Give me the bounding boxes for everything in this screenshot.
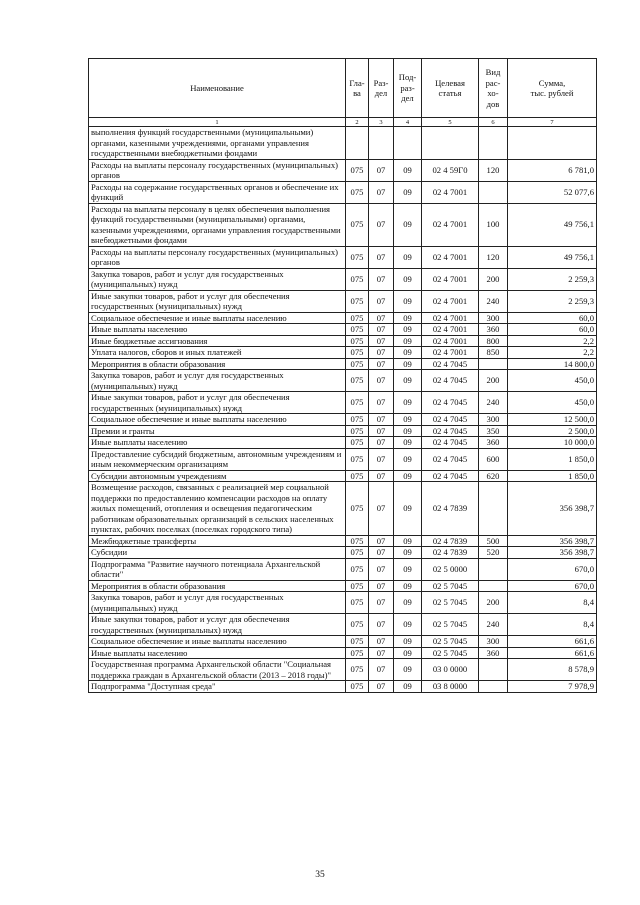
- row-podrazdel: 09: [394, 470, 422, 482]
- row-sum: 6 781,0: [508, 159, 597, 181]
- row-glava: 075: [346, 290, 369, 312]
- row-sum: [508, 127, 597, 160]
- row-name: Мероприятия в области образования: [89, 580, 346, 592]
- row-target-article: 02 4 7839: [422, 547, 479, 559]
- column-number: 3: [369, 118, 394, 127]
- header-target-article: Целевая статья: [422, 59, 479, 118]
- row-razdel: 07: [369, 290, 394, 312]
- row-expense-type: [479, 358, 508, 370]
- row-razdel: 07: [369, 392, 394, 414]
- row-razdel: 07: [369, 580, 394, 592]
- row-target-article: 02 4 7045: [422, 437, 479, 449]
- row-target-article: 02 4 7045: [422, 358, 479, 370]
- table-row: [89, 324, 597, 336]
- row-expense-type: [479, 482, 508, 536]
- row-glava: 075: [346, 392, 369, 414]
- row-razdel: 07: [369, 324, 394, 336]
- row-target-article: 02 4 7839: [422, 482, 479, 536]
- row-podrazdel: 09: [394, 181, 422, 203]
- row-razdel: 07: [369, 203, 394, 246]
- row-target-article: 02 4 7001: [422, 347, 479, 359]
- row-glava: 075: [346, 558, 369, 580]
- row-name: Подпрограмма "Доступная среда": [89, 681, 346, 693]
- row-target-article: 02 4 7045: [422, 425, 479, 437]
- row-name: Иные закупки товаров, работ и услуг для обеспечения государственных (муниципальных) нужд: [89, 614, 346, 636]
- row-expense-type: 240: [479, 392, 508, 414]
- row-razdel: 07: [369, 358, 394, 370]
- row-name: Закупка товаров, работ и услуг для государственных (муниципальных) нужд: [89, 592, 346, 614]
- row-sum: 8,4: [508, 614, 597, 636]
- row-expense-type: [479, 659, 508, 681]
- table-row: [89, 370, 597, 392]
- row-sum: 1 850,0: [508, 470, 597, 482]
- row-glava: 075: [346, 425, 369, 437]
- row-target-article: 02 5 7045: [422, 580, 479, 592]
- row-name: Мероприятия в области образования: [89, 358, 346, 370]
- table-row: [89, 636, 597, 648]
- row-sum: 356 398,7: [508, 547, 597, 559]
- table-header-row: [89, 59, 597, 118]
- row-target-article: 02 4 59Г0: [422, 159, 479, 181]
- column-number: 4: [394, 118, 422, 127]
- header-podrazdel: Под- раз- дел: [394, 59, 422, 118]
- row-podrazdel: 09: [394, 203, 422, 246]
- row-glava: 075: [346, 470, 369, 482]
- row-razdel: 07: [369, 592, 394, 614]
- table-row: [89, 203, 597, 246]
- table-row: [89, 482, 597, 536]
- row-expense-type: 300: [479, 312, 508, 324]
- row-sum: 10 000,0: [508, 437, 597, 449]
- column-number: 2: [346, 118, 369, 127]
- header-glava: Гла- ва: [346, 59, 369, 118]
- row-podrazdel: 09: [394, 448, 422, 470]
- header-sum: Сумма, тыс. рублей: [508, 59, 597, 118]
- row-razdel: 07: [369, 448, 394, 470]
- table-row: [89, 681, 597, 693]
- row-name: Иные закупки товаров, работ и услуг для обеспечения государственных (муниципальных) нужд: [89, 392, 346, 414]
- table-row: [89, 437, 597, 449]
- row-expense-type: 800: [479, 335, 508, 347]
- row-sum: 8 578,9: [508, 659, 597, 681]
- row-razdel: 07: [369, 482, 394, 536]
- row-name: Закупка товаров, работ и услуг для государственных (муниципальных) нужд: [89, 370, 346, 392]
- row-name: Субсидии: [89, 547, 346, 559]
- budget-table: [88, 58, 597, 693]
- row-sum: 60,0: [508, 324, 597, 336]
- row-sum: 450,0: [508, 392, 597, 414]
- row-target-article: 03 8 0000: [422, 681, 479, 693]
- row-razdel: 07: [369, 681, 394, 693]
- row-podrazdel: 09: [394, 580, 422, 592]
- row-expense-type: 240: [479, 614, 508, 636]
- header-razdel: Раз- дел: [369, 59, 394, 118]
- row-name: Премии и гранты: [89, 425, 346, 437]
- row-glava: 075: [346, 268, 369, 290]
- row-expense-type: 200: [479, 592, 508, 614]
- row-target-article: 02 5 7045: [422, 636, 479, 648]
- table-row: [89, 547, 597, 559]
- row-target-article: 02 5 7045: [422, 592, 479, 614]
- row-razdel: 07: [369, 312, 394, 324]
- row-target-article: 02 4 7001: [422, 203, 479, 246]
- row-target-article: 02 4 7001: [422, 324, 479, 336]
- table-row: [89, 358, 597, 370]
- header-name: Наименование: [89, 59, 346, 118]
- row-sum: 661,6: [508, 636, 597, 648]
- row-glava: 075: [346, 324, 369, 336]
- table-row: [89, 535, 597, 547]
- row-expense-type: 850: [479, 347, 508, 359]
- row-expense-type: 100: [479, 203, 508, 246]
- row-expense-type: 360: [479, 324, 508, 336]
- row-glava: 075: [346, 659, 369, 681]
- row-name: Предоставление субсидий бюджетным, автономным учреждениям и иным некоммерческим организациям: [89, 448, 346, 470]
- table-row: [89, 181, 597, 203]
- row-glava: 075: [346, 203, 369, 246]
- row-podrazdel: 09: [394, 614, 422, 636]
- table-row: [89, 425, 597, 437]
- row-name: Социальное обеспечение и иные выплаты населению: [89, 636, 346, 648]
- row-expense-type: [479, 580, 508, 592]
- table-body: [89, 127, 597, 693]
- row-podrazdel: 09: [394, 290, 422, 312]
- row-expense-type: 500: [479, 535, 508, 547]
- row-razdel: 07: [369, 470, 394, 482]
- row-expense-type: 360: [479, 647, 508, 659]
- row-target-article: [422, 127, 479, 160]
- row-sum: 49 756,1: [508, 203, 597, 246]
- row-name: Уплата налогов, сборов и иных платежей: [89, 347, 346, 359]
- row-podrazdel: 09: [394, 414, 422, 426]
- table-row: [89, 392, 597, 414]
- row-sum: 60,0: [508, 312, 597, 324]
- row-name: Субсидии автономным учреждениям: [89, 470, 346, 482]
- table-row: [89, 470, 597, 482]
- row-name: Межбюджетные трансферты: [89, 535, 346, 547]
- row-razdel: 07: [369, 370, 394, 392]
- row-podrazdel: 09: [394, 592, 422, 614]
- row-expense-type: 200: [479, 370, 508, 392]
- table-row: [89, 290, 597, 312]
- row-sum: 356 398,7: [508, 482, 597, 536]
- row-glava: 075: [346, 437, 369, 449]
- row-razdel: 07: [369, 437, 394, 449]
- row-expense-type: 240: [479, 290, 508, 312]
- row-podrazdel: 09: [394, 437, 422, 449]
- table-row: [89, 414, 597, 426]
- row-razdel: 07: [369, 425, 394, 437]
- row-razdel: 07: [369, 159, 394, 181]
- row-name: выполнения функций государственными (муниципальными) органами, казенными учреждениями, органами управления государственными внебюджетными фондами: [89, 127, 346, 160]
- row-expense-type: 360: [479, 437, 508, 449]
- row-razdel: 07: [369, 335, 394, 347]
- row-glava: 075: [346, 580, 369, 592]
- row-target-article: 02 5 7045: [422, 614, 479, 636]
- row-sum: 49 756,1: [508, 246, 597, 268]
- row-podrazdel: 09: [394, 647, 422, 659]
- row-target-article: 02 4 7001: [422, 335, 479, 347]
- row-podrazdel: [394, 127, 422, 160]
- budget-table-container: [88, 58, 596, 693]
- column-number: 6: [479, 118, 508, 127]
- row-sum: 7 978,9: [508, 681, 597, 693]
- row-podrazdel: 09: [394, 358, 422, 370]
- row-razdel: 07: [369, 547, 394, 559]
- row-name: Расходы на выплаты персоналу государственных (муниципальных) органов: [89, 159, 346, 181]
- row-glava: 075: [346, 614, 369, 636]
- row-razdel: 07: [369, 558, 394, 580]
- table-row: [89, 335, 597, 347]
- row-expense-type: [479, 127, 508, 160]
- row-name: Закупка товаров, работ и услуг для государственных (муниципальных) нужд: [89, 268, 346, 290]
- row-name: Расходы на выплаты персоналу в целях обеспечения выполнения функций государственными (муниципальными) органами, казенными учреждениями, органами управления государственными внебюджетными фондами: [89, 203, 346, 246]
- table-row: [89, 347, 597, 359]
- row-sum: 2 259,3: [508, 268, 597, 290]
- column-number: 7: [508, 118, 597, 127]
- row-razdel: 07: [369, 347, 394, 359]
- row-glava: 075: [346, 681, 369, 693]
- row-sum: 450,0: [508, 370, 597, 392]
- row-expense-type: [479, 681, 508, 693]
- row-sum: 2 500,0: [508, 425, 597, 437]
- row-podrazdel: 09: [394, 659, 422, 681]
- row-razdel: 07: [369, 535, 394, 547]
- row-sum: 670,0: [508, 580, 597, 592]
- row-glava: 075: [346, 535, 369, 547]
- row-target-article: 02 4 7001: [422, 268, 479, 290]
- row-expense-type: 300: [479, 414, 508, 426]
- row-podrazdel: 09: [394, 425, 422, 437]
- row-expense-type: 620: [479, 470, 508, 482]
- row-expense-type: [479, 181, 508, 203]
- row-glava: 075: [346, 482, 369, 536]
- row-sum: 670,0: [508, 558, 597, 580]
- table-row: [89, 592, 597, 614]
- row-podrazdel: 09: [394, 159, 422, 181]
- row-sum: 52 077,6: [508, 181, 597, 203]
- column-number: 5: [422, 118, 479, 127]
- row-podrazdel: 09: [394, 681, 422, 693]
- row-target-article: 02 4 7001: [422, 246, 479, 268]
- row-sum: 1 850,0: [508, 448, 597, 470]
- row-target-article: 02 4 7001: [422, 181, 479, 203]
- row-name: Иные бюджетные ассигнования: [89, 335, 346, 347]
- table-row: [89, 647, 597, 659]
- row-glava: [346, 127, 369, 160]
- row-glava: 075: [346, 246, 369, 268]
- row-target-article: 02 4 7045: [422, 414, 479, 426]
- row-glava: 075: [346, 448, 369, 470]
- column-number: 1: [89, 118, 346, 127]
- row-sum: 2 259,3: [508, 290, 597, 312]
- row-podrazdel: 09: [394, 547, 422, 559]
- row-expense-type: 200: [479, 268, 508, 290]
- row-glava: 075: [346, 592, 369, 614]
- row-target-article: 02 5 0000: [422, 558, 479, 580]
- row-name: Социальное обеспечение и иные выплаты населению: [89, 414, 346, 426]
- table-row: [89, 159, 597, 181]
- table-row: [89, 312, 597, 324]
- row-podrazdel: 09: [394, 246, 422, 268]
- row-target-article: 02 4 7045: [422, 392, 479, 414]
- row-expense-type: 600: [479, 448, 508, 470]
- row-glava: 075: [346, 335, 369, 347]
- row-razdel: [369, 127, 394, 160]
- page-number: 35: [315, 870, 325, 880]
- row-podrazdel: 09: [394, 636, 422, 648]
- row-podrazdel: 09: [394, 268, 422, 290]
- row-target-article: 02 4 7045: [422, 470, 479, 482]
- row-sum: 356 398,7: [508, 535, 597, 547]
- row-expense-type: 520: [479, 547, 508, 559]
- row-expense-type: 120: [479, 159, 508, 181]
- row-expense-type: [479, 558, 508, 580]
- row-podrazdel: 09: [394, 392, 422, 414]
- row-glava: 075: [346, 358, 369, 370]
- row-target-article: 02 4 7045: [422, 370, 479, 392]
- row-glava: 075: [346, 414, 369, 426]
- row-podrazdel: 09: [394, 370, 422, 392]
- row-podrazdel: 09: [394, 347, 422, 359]
- row-glava: 075: [346, 636, 369, 648]
- table-row: [89, 558, 597, 580]
- table-row: [89, 127, 597, 160]
- row-podrazdel: 09: [394, 558, 422, 580]
- row-glava: 075: [346, 347, 369, 359]
- row-razdel: 07: [369, 414, 394, 426]
- row-razdel: 07: [369, 614, 394, 636]
- row-glava: 075: [346, 647, 369, 659]
- row-podrazdel: 09: [394, 324, 422, 336]
- row-podrazdel: 09: [394, 335, 422, 347]
- row-sum: 2,2: [508, 335, 597, 347]
- row-glava: 075: [346, 370, 369, 392]
- table-row: [89, 580, 597, 592]
- table-row: [89, 614, 597, 636]
- row-glava: 075: [346, 547, 369, 559]
- table-row: [89, 246, 597, 268]
- row-sum: 8,4: [508, 592, 597, 614]
- row-glava: 075: [346, 312, 369, 324]
- table-row: [89, 659, 597, 681]
- row-razdel: 07: [369, 647, 394, 659]
- row-expense-type: 120: [479, 246, 508, 268]
- row-razdel: 07: [369, 181, 394, 203]
- row-name: Иные закупки товаров, работ и услуг для обеспечения государственных (муниципальных) нужд: [89, 290, 346, 312]
- row-podrazdel: 09: [394, 482, 422, 536]
- row-target-article: 02 4 7001: [422, 312, 479, 324]
- row-sum: 661,6: [508, 647, 597, 659]
- row-name: Расходы на содержание государственных органов и обеспечение их функций: [89, 181, 346, 203]
- row-target-article: 02 4 7001: [422, 290, 479, 312]
- row-razdel: 07: [369, 246, 394, 268]
- row-name: Иные выплаты населению: [89, 647, 346, 659]
- row-name: Подпрограмма "Развитие научного потенциала Архангельской области": [89, 558, 346, 580]
- row-name: Возмещение расходов, связанных с реализацией мер социальной поддержки по предоставлению компенсации расходов на оплату жилых помещений, отопления и освещения педагогическим работникам образовательных организаций в сельских населенных пунктах, рабочих поселках (поселках городского типа): [89, 482, 346, 536]
- table-row: [89, 448, 597, 470]
- row-target-article: 02 4 7839: [422, 535, 479, 547]
- row-razdel: 07: [369, 268, 394, 290]
- row-sum: 12 500,0: [508, 414, 597, 426]
- row-name: Иные выплаты населению: [89, 437, 346, 449]
- row-name: Иные выплаты населению: [89, 324, 346, 336]
- row-expense-type: 350: [479, 425, 508, 437]
- row-name: Государственная программа Архангельской области "Социальная поддержка граждан в Архангельской области (2013 – 2018 годы)": [89, 659, 346, 681]
- row-sum: 2,2: [508, 347, 597, 359]
- row-glava: 075: [346, 181, 369, 203]
- row-razdel: 07: [369, 636, 394, 648]
- row-target-article: 02 4 7045: [422, 448, 479, 470]
- row-razdel: 07: [369, 659, 394, 681]
- row-target-article: 03 0 0000: [422, 659, 479, 681]
- row-target-article: 02 5 7045: [422, 647, 479, 659]
- column-number-row: [89, 118, 597, 127]
- row-glava: 075: [346, 159, 369, 181]
- row-sum: 14 800,0: [508, 358, 597, 370]
- row-name: Расходы на выплаты персоналу государственных (муниципальных) органов: [89, 246, 346, 268]
- row-name: Социальное обеспечение и иные выплаты населению: [89, 312, 346, 324]
- table-row: [89, 268, 597, 290]
- row-expense-type: 300: [479, 636, 508, 648]
- row-podrazdel: 09: [394, 312, 422, 324]
- row-podrazdel: 09: [394, 535, 422, 547]
- header-expense-type: Вид рас- хо- дов: [479, 59, 508, 118]
